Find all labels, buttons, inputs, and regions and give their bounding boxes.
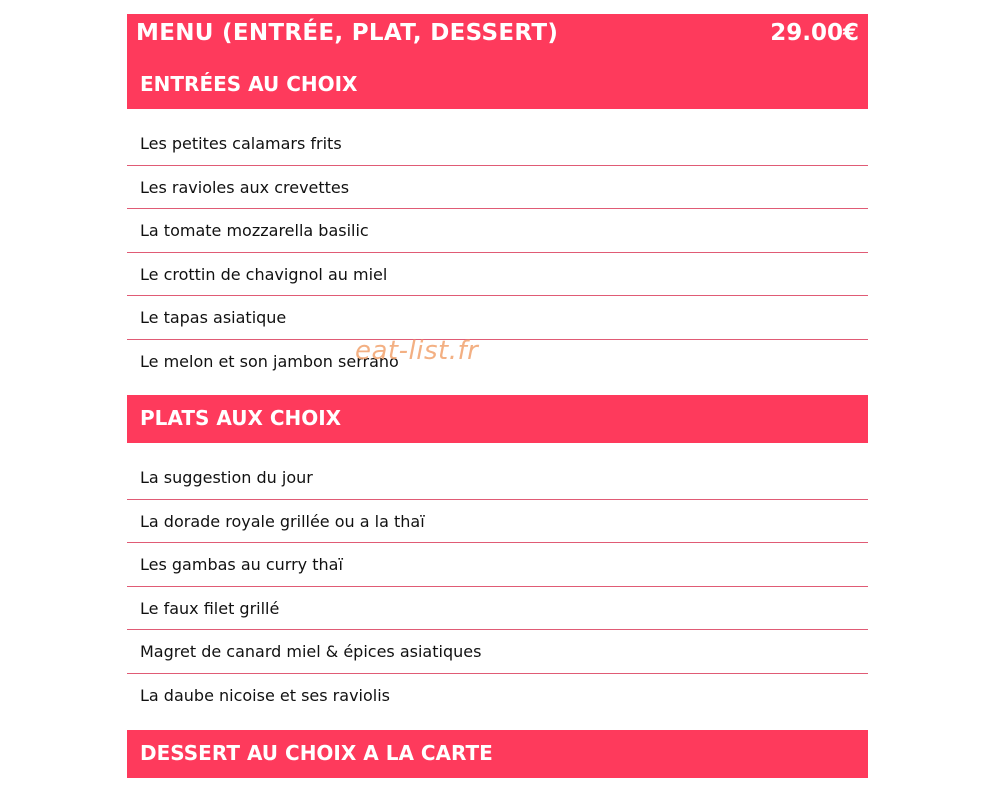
list-item: Le tapas asiatique — [127, 296, 868, 340]
menu-card — [127, 14, 868, 778]
watermark: eat-list.fr — [355, 336, 479, 366]
list-item: Magret de canard miel & épices asiatiques — [127, 630, 868, 674]
list-item: Les ravioles aux crevettes — [127, 166, 868, 210]
list-item: Les petites calamars frits — [127, 122, 868, 166]
section-title-desserts: DESSERT AU CHOIX A LA CARTE — [127, 730, 868, 778]
list-item: La suggestion du jour — [127, 456, 868, 500]
list-item: La dorade royale grillée ou a la thaï — [127, 500, 868, 544]
menu-title: MENU (ENTRÉE, PLAT, DESSERT) — [136, 20, 559, 46]
list-item: Le melon et son jambon serrano — [140, 351, 399, 371]
list-item: La tomate mozzarella basilic — [127, 209, 868, 253]
section-title-plats: PLATS AUX CHOIX — [127, 395, 868, 443]
entrees-list — [127, 122, 868, 383]
list-item: Le crottin de chavignol au miel — [127, 253, 868, 297]
menu-price: 29.00€ — [770, 20, 859, 46]
section-title-entrees: ENTRÉES AU CHOIX — [140, 72, 358, 96]
list-item: La daube nicoise et ses raviolis — [140, 685, 390, 705]
plats-list — [127, 456, 868, 717]
list-item: Le faux filet grillé — [127, 587, 868, 631]
menu-header — [127, 14, 868, 109]
list-item: Les gambas au curry thaï — [127, 543, 868, 587]
